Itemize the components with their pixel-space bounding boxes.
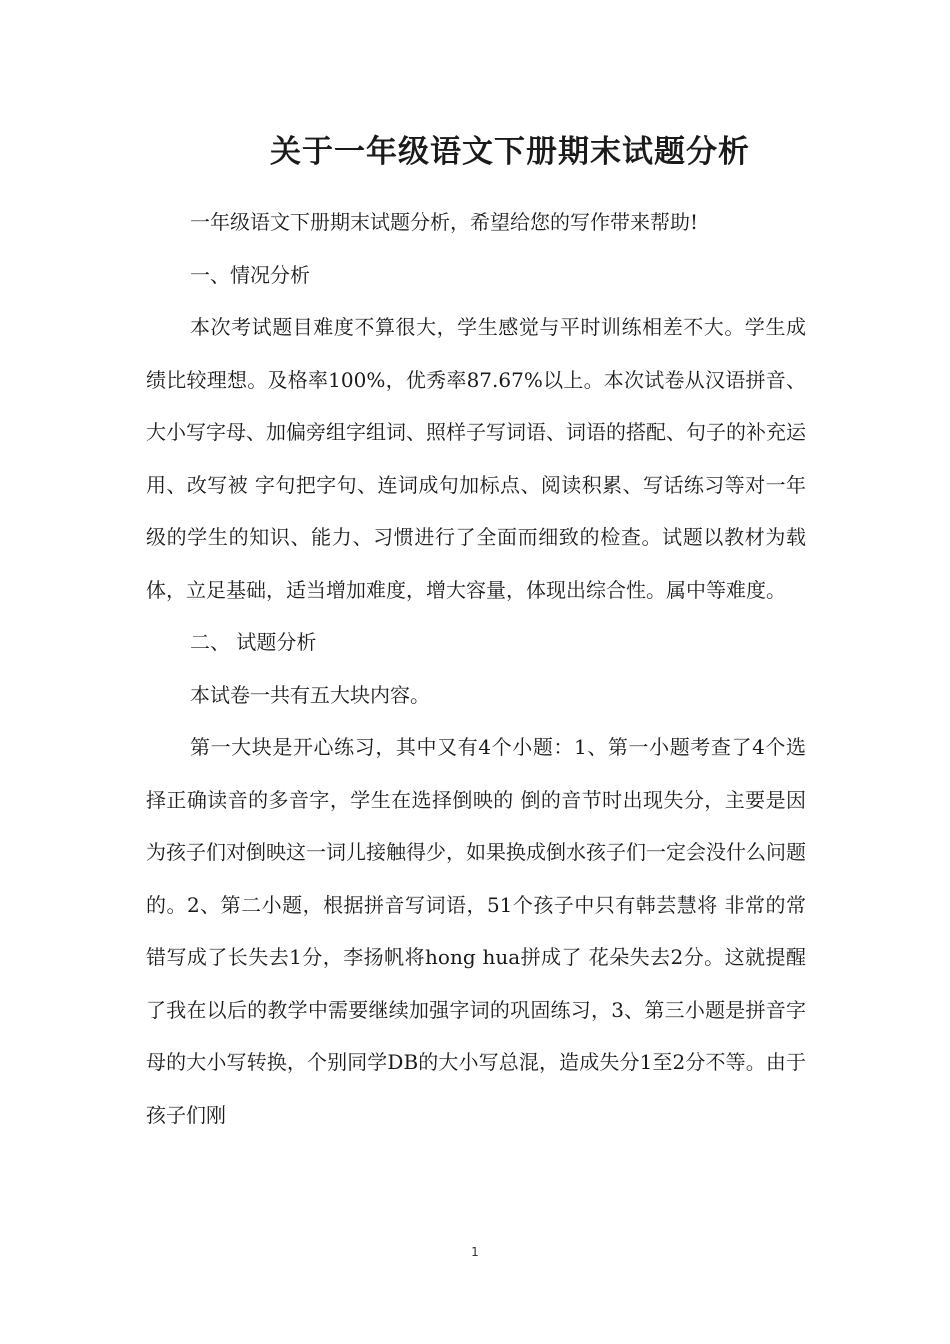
page-number: 1 xyxy=(471,1245,479,1259)
paragraph-overview: 本试卷一共有五大块内容。 xyxy=(190,682,430,707)
document-body xyxy=(146,196,806,1141)
section-heading-situation: 一、情况分析 xyxy=(190,262,310,287)
document-title: 关于一年级语文下册期末试题分析 xyxy=(270,134,750,170)
paragraph-situation: 本次考试题目难度不算很大，学生感觉与平时训练相差不大。学生成绩比较理想。及格率100%，优秀率87.67%以上。本次试卷从汉语拼音、大小写字母、加偏旁组字组词、照样子写词语、词语的搭配、句子的补充运用、改写被 字句把字句、连词成句加标点、阅读积累、写话练习等对一年级的学生的知识、能力、习惯进行了全面而细致的检查。试题以教材为载体，立足基础，适当增加难度，增大容量，体现出综合性。属中等难度。 xyxy=(146,315,806,602)
paragraph-intro: 一年级语文下册期末试题分析，希望给您的写作带来帮助! xyxy=(190,210,699,234)
paragraph-part-one: 第一大块是开心练习，其中又有4个小题：1、第一小题考查了4个选择正确读音的多音字，学生在选择倒映的 倒的音节时出现失分，主要是因为孩子们对倒映这一词儿接触得少，如果换成倒水孩子们一定会没什么问题的。2、第二小题，根据拼音写词语，51个孩子中只有韩芸慧将 非常的常错写成了长失去1分，李扬帆将hong hua拼成了 花朵失去2分。这就提醒了我在以后的教学中需要继续加强字词的巩固练习，3、第三小题是拼音字母的大小写转换，个别同学DB的大小写总混，造成失分1至2分不等。由于孩子们刚 xyxy=(146,735,806,1127)
section-heading-analysis: 二、 试题分析 xyxy=(190,630,317,654)
